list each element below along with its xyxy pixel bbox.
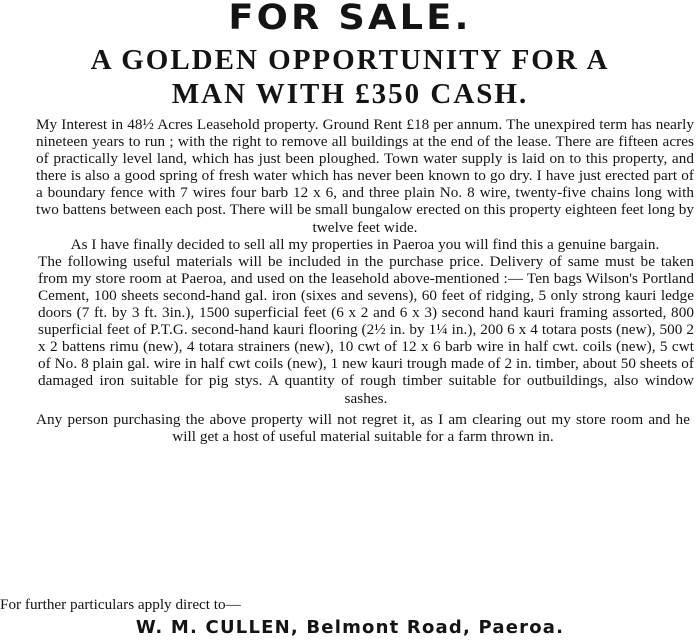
materials-paragraph: The following useful materials will be included in the purchase price. Delivery of same must be taken from my store room at Paeroa, and used on the leasehold above-mentioned :— Ten bags Wilson's Portland Cement, 100 sheets second-hand gal. iron (sixes and sevens), 60 feet of ridging, 5 only strong kauri ledge doors (7 ft. by 3 ft. 3in.), 1500 superficial feet (6 x 2 and 6 x 3) second hand kauri framing assorted, 800 superficial feet of P.T.G. second-hand kauri flooring (2½ in. by 1¼ in.), 200 6 x 4 totara posts (new), 500 2 x 2 battens rimu (new), 4 totara strainers (new), 10 cwt of 12 x 6 barb wire in half cwt. coils (new), 5 cwt of No. 8 plain gal. wire in half cwt coils (new), 1 new kauri trough made of 2 in. timber, about 50 sheets of damaged iron suitable for pig stys. A quantity of rough timber suitable for outbuildings, also window sashes. [38, 252, 694, 407]
property-description-paragraph: My Interest in 48½ Acres Leasehold property. Ground Rent £18 per annum. The unexpired term has nearly nineteen years to run ; with the right to remove all buildings at the end of the lease. There are fifteen acres of practically level land, which has just been ploughed. Town water supply is laid on to this property, and there is also a good spring of fresh water which has never been known to go dry. I have just erected part of a boundary fence with 7 wires four barb 12 x 6, and three plain No. 8 wire, twenty-five chains long with two battens between each post. There will be small bungalow erected on this property eighteen feet long by twelve feet wide. [36, 116, 694, 236]
subheadline [0, 43, 700, 111]
advertiser-signature: W. M. CULLEN, Belmont Road, Paeroa. [135, 617, 565, 638]
headline: FOR SALE. [228, 0, 472, 38]
closing-paragraph: Any person purchasing the above property will not regret it, as I am clearing out my store room and he will get a host of useful material suitable for a farm thrown in. [36, 410, 690, 445]
bargain-paragraph: As I have finally decided to sell all my properties in Paeroa you will find this a genuine bargain. [70, 235, 660, 253]
subheadline-line-2: MAN WITH £350 CASH. [171, 78, 529, 110]
contact-lead: For further particulars apply direct to— [0, 596, 241, 613]
subheadline-line-1: A GOLDEN OPPORTUNITY FOR A [90, 44, 610, 76]
advert-body [0, 116, 700, 445]
